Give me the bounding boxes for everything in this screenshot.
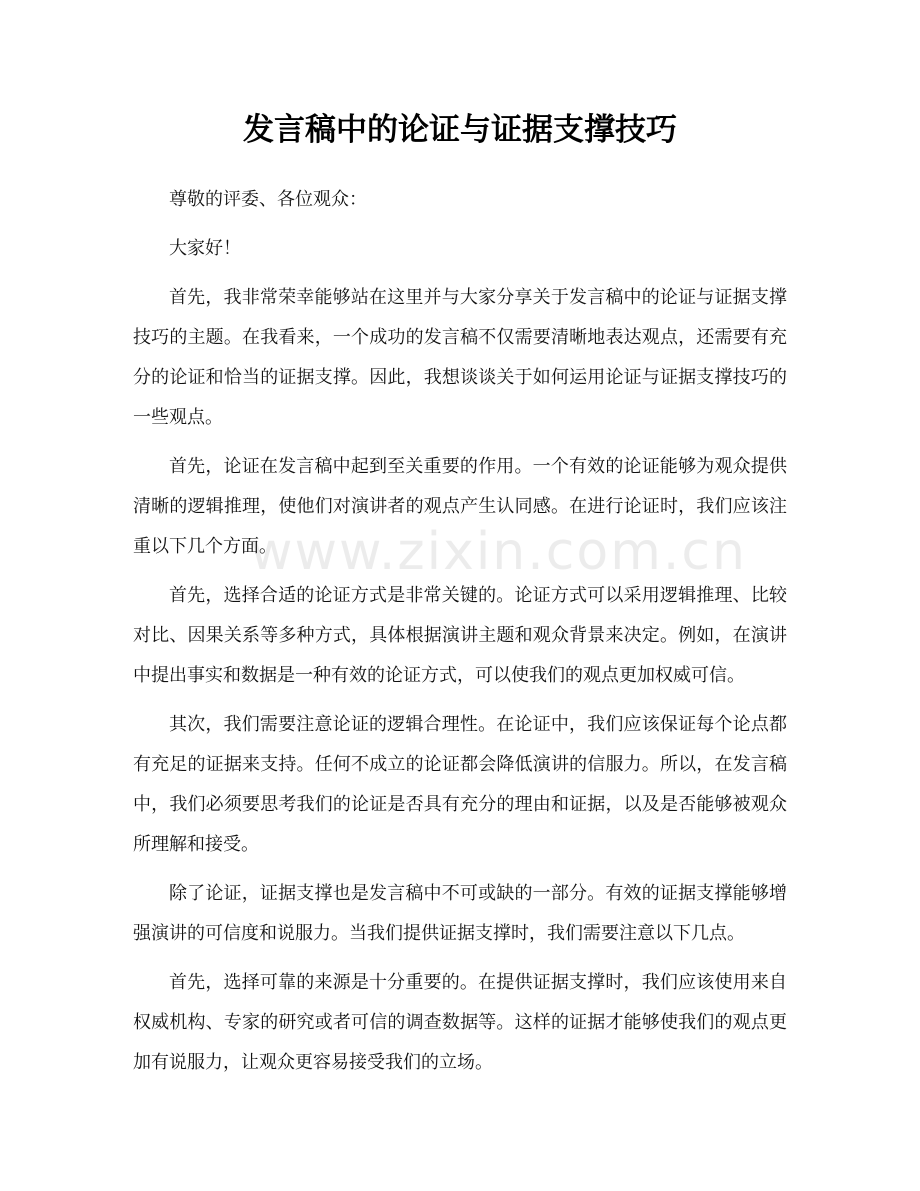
paragraph-line: 除了论证，证据支撑也是发言稿中不可或缺的一部分。有效的证据支撑能够增 bbox=[169, 883, 787, 904]
paragraph bbox=[133, 180, 787, 220]
paragraph-line: 其次，我们需要注意论证的逻辑合理性。在论证中，我们应该保证每个论点都 bbox=[169, 714, 787, 735]
paragraph-line: 所理解和接受。 bbox=[133, 834, 259, 855]
paragraph-line: 大家好！ bbox=[169, 238, 241, 259]
paragraph-line: 清晰的逻辑推理，使他们对演讲者的观点产生认同感。在进行论证时，我们应该注 bbox=[133, 496, 787, 517]
paragraph-line: 有充足的证据来支持。任何不成立的论证都会降低演讲的信服力。所以，在发言稿 bbox=[133, 754, 787, 775]
paragraph-line: 技巧的主题。在我看来，一个成功的发言稿不仅需要清晰地表达观点，还需要有充 bbox=[133, 327, 787, 348]
paragraph bbox=[133, 229, 787, 269]
paragraph-line: 权威机构、专家的研究或者可信的调查数据等。这样的证据才能够使我们的观点更 bbox=[133, 1012, 787, 1033]
paragraph-line: 对比、因果关系等多种方式，具体根据演讲主题和观众背景来决定。例如，在演讲 bbox=[133, 625, 787, 646]
paragraph-line: 中提出事实和数据是一种有效的论证方式，可以使我们的观点更加权威可信。 bbox=[133, 665, 745, 686]
watermark: www.zixin.com.cn bbox=[250, 522, 747, 582]
paragraph-line: 首先，我非常荣幸能够站在这里并与大家分享关于发言稿中的论证与证据支撑 bbox=[169, 287, 787, 308]
paragraph bbox=[133, 576, 787, 696]
paragraph-line: 中，我们必须要思考我们的论证是否具有充分的理由和证据，以及是否能够被观众 bbox=[133, 794, 787, 815]
paragraph bbox=[133, 278, 787, 438]
paragraph-line: 首先，选择可靠的来源是十分重要的。在提供证据支撑时，我们应该使用来自 bbox=[169, 972, 787, 993]
paragraph-line: 尊敬的评委、各位观众： bbox=[169, 189, 367, 210]
paragraph-line: 重以下几个方面。 bbox=[133, 536, 277, 557]
document-body bbox=[133, 180, 787, 1092]
paragraph-line: 分的论证和恰当的证据支撑。因此，我想谈谈关于如何运用论证与证据支撑技巧的 bbox=[133, 367, 787, 388]
paragraph-line: 首先，选择合适的论证方式是非常关键的。论证方式可以采用逻辑推理、比较 bbox=[169, 585, 787, 606]
paragraph bbox=[133, 874, 787, 954]
paragraph bbox=[133, 705, 787, 865]
paragraph-line: 一些观点。 bbox=[133, 407, 223, 428]
paragraph-line: 首先，论证在发言稿中起到至关重要的作用。一个有效的论证能够为观众提供 bbox=[169, 456, 787, 477]
paragraph-line: 加有说服力，让观众更容易接受我们的立场。 bbox=[133, 1052, 493, 1073]
paragraph bbox=[133, 963, 787, 1083]
paragraph-line: 强演讲的可信度和说服力。当我们提供证据支撑时，我们需要注意以下几点。 bbox=[133, 923, 745, 944]
paragraph bbox=[133, 447, 787, 567]
document-title: 发言稿中的论证与证据支撑技巧 bbox=[243, 112, 677, 148]
